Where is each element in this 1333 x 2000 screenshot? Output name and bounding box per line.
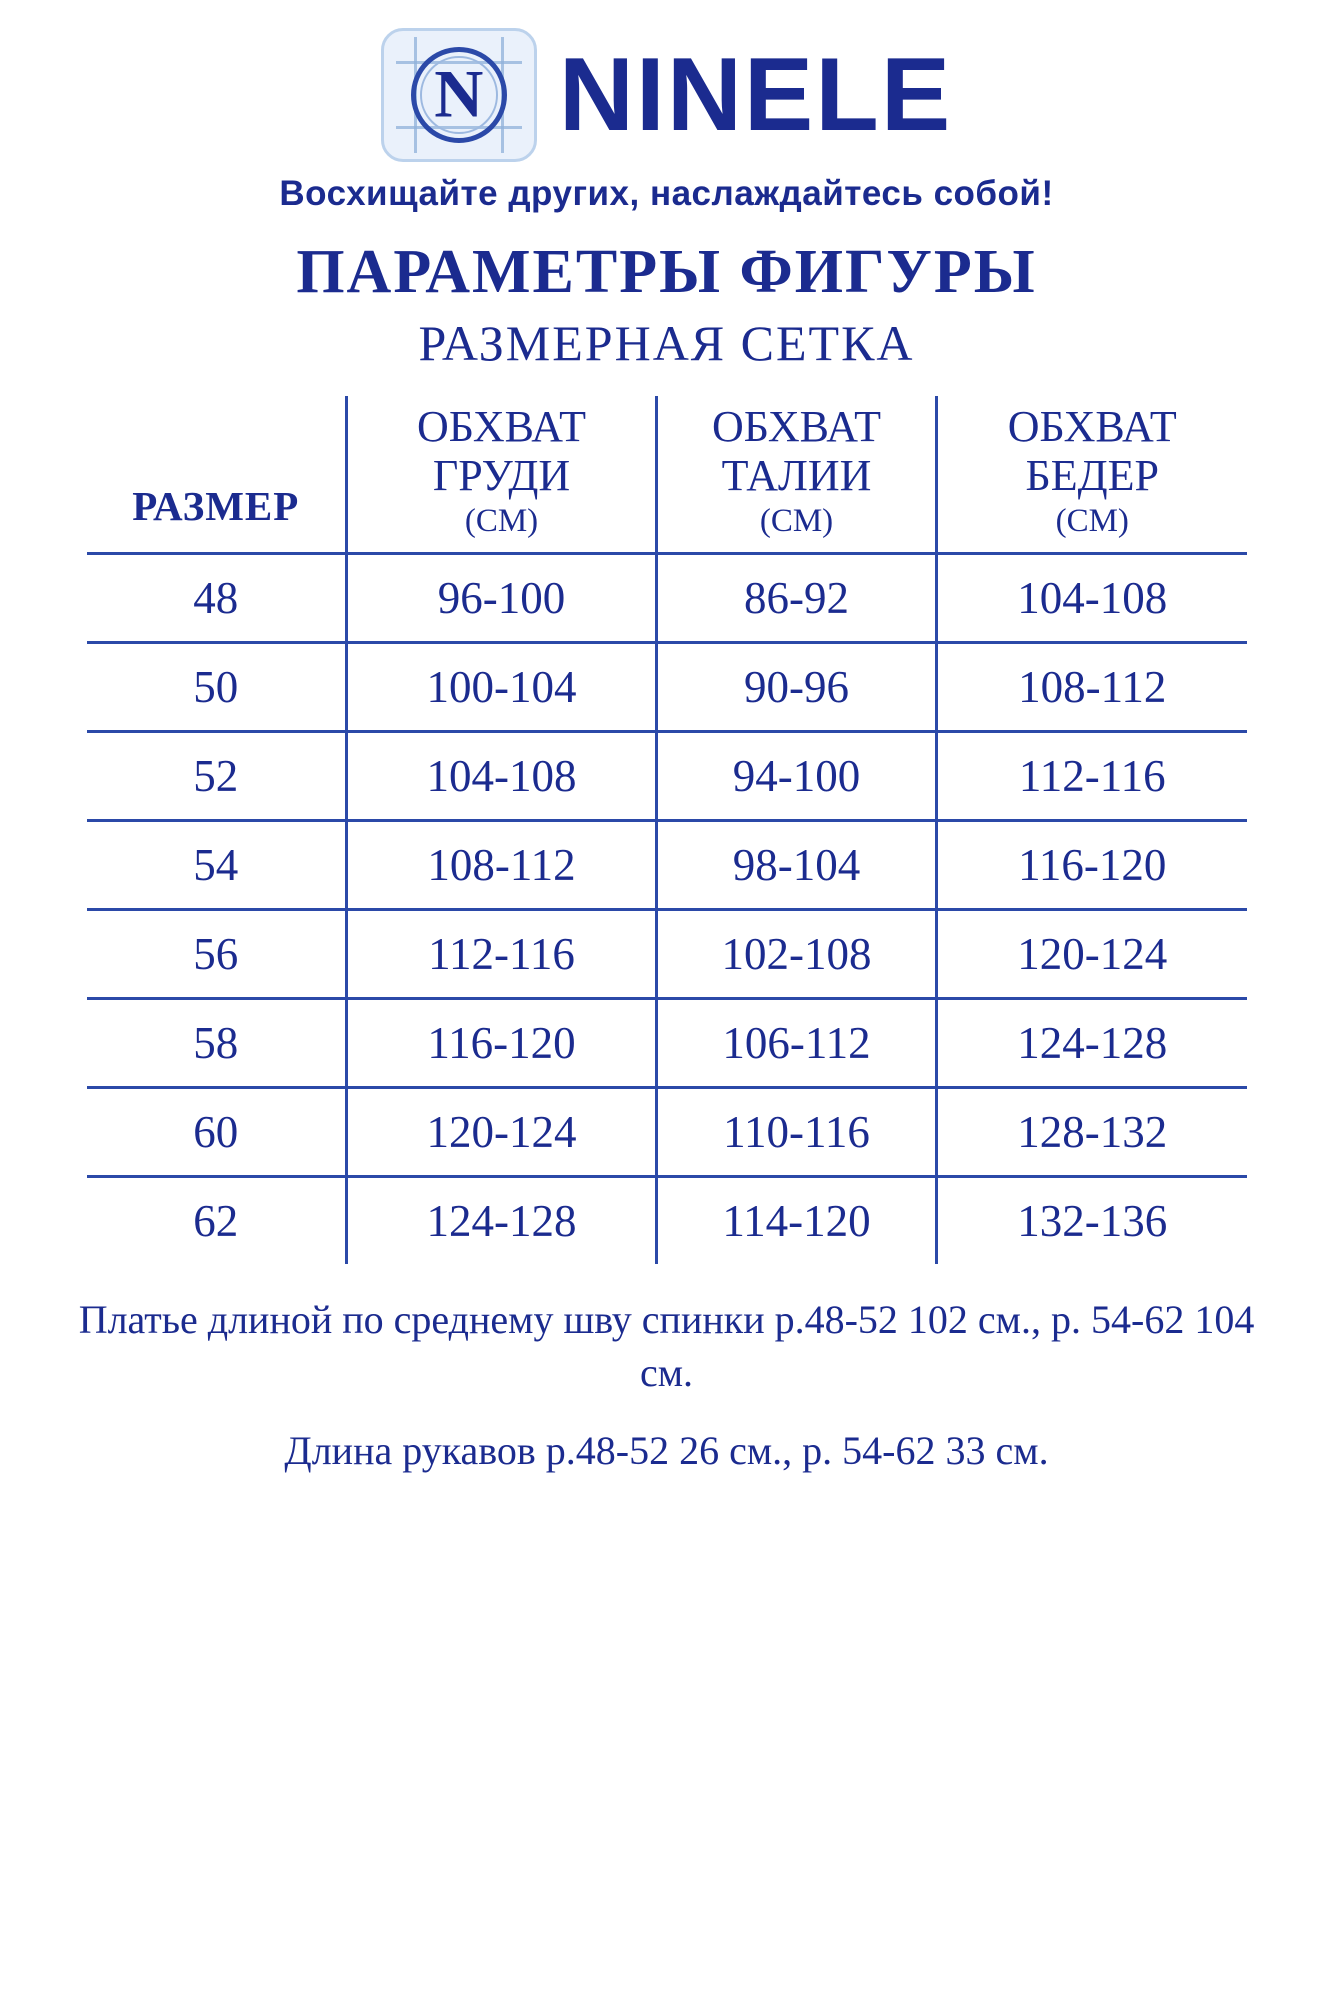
size-table [87, 396, 1247, 1264]
table-row [87, 553, 1247, 642]
brand-header [0, 0, 1333, 162]
cell-bust: 124-128 [347, 1176, 657, 1264]
cell-hips: 132-136 [937, 1176, 1247, 1264]
brand-tagline: Восхищайте других, наслаждайтесь собой! [279, 174, 1054, 213]
page-subtitle: РАЗМЕРНАЯ СЕТКА [418, 315, 915, 372]
column-header-hips-unit: (СМ) [1055, 503, 1129, 540]
cell-size: 48 [87, 553, 347, 642]
cell-hips: 128-132 [937, 1087, 1247, 1176]
cell-size: 52 [87, 731, 347, 820]
cell-hips: 120-124 [937, 909, 1247, 998]
cell-bust: 104-108 [347, 731, 657, 820]
cell-bust: 116-120 [347, 998, 657, 1087]
column-header-waist-unit: (СМ) [759, 503, 834, 540]
cell-hips: 104-108 [937, 553, 1247, 642]
column-header-hips [937, 396, 1247, 554]
cell-waist: 98-104 [657, 820, 937, 909]
table-header-row [87, 396, 1247, 554]
cell-bust: 96-100 [347, 553, 657, 642]
cell-bust: 120-124 [347, 1087, 657, 1176]
notes-section [77, 1294, 1257, 1478]
table-row [87, 1087, 1247, 1176]
cell-size: 56 [87, 909, 347, 998]
cell-bust: 108-112 [347, 820, 657, 909]
cell-waist: 106-112 [657, 998, 937, 1087]
cell-size: 58 [87, 998, 347, 1087]
cell-waist: 110-116 [657, 1087, 937, 1176]
logo-letter: N [434, 55, 484, 132]
cell-waist: 86-92 [657, 553, 937, 642]
cell-bust: 100-104 [347, 642, 657, 731]
cell-size: 50 [87, 642, 347, 731]
column-header-bust [347, 396, 657, 554]
brand-name: NINELE [558, 37, 953, 153]
cell-waist: 90-96 [657, 642, 937, 731]
column-header-waist-label: ОБХВАТ ТАЛИИ [711, 401, 882, 500]
column-header-size: РАЗМЕР [87, 396, 347, 554]
page-title: ПАРАМЕТРЫ ФИГУРЫ [296, 238, 1037, 306]
table-row [87, 1176, 1247, 1264]
table-row [87, 909, 1247, 998]
column-header-bust-unit: (СМ) [464, 503, 539, 540]
table-row [87, 731, 1247, 820]
cell-hips: 108-112 [937, 642, 1247, 731]
cell-hips: 124-128 [937, 998, 1247, 1087]
table-row [87, 998, 1247, 1087]
cell-hips: 116-120 [937, 820, 1247, 909]
cell-size: 54 [87, 820, 347, 909]
cell-hips: 112-116 [937, 731, 1247, 820]
table-row [87, 642, 1247, 731]
cell-size: 62 [193, 1195, 239, 1246]
ninele-logo-icon [381, 28, 537, 162]
cell-waist: 102-108 [657, 909, 937, 998]
cell-waist: 94-100 [657, 731, 937, 820]
table-header [87, 396, 1247, 554]
column-header-bust-label: ОБХВАТ ГРУДИ [416, 401, 587, 500]
column-header-waist [657, 396, 937, 554]
cell-waist: 114-120 [657, 1176, 937, 1264]
cell-size: 60 [87, 1087, 347, 1176]
table-row [87, 820, 1247, 909]
note-sleeve-length: Длина рукавов р.48-52 26 см., р. 54-62 33 см. [284, 1428, 1049, 1474]
note-dress-length: Платье длиной по среднему шву спинки р.48-52 102 см., р. 54-62 104 см. [78, 1296, 1255, 1395]
column-header-hips-label: ОБХВАТ БЕДЕР [1007, 401, 1177, 500]
cell-bust: 112-116 [347, 909, 657, 998]
table-body [87, 553, 1247, 1264]
